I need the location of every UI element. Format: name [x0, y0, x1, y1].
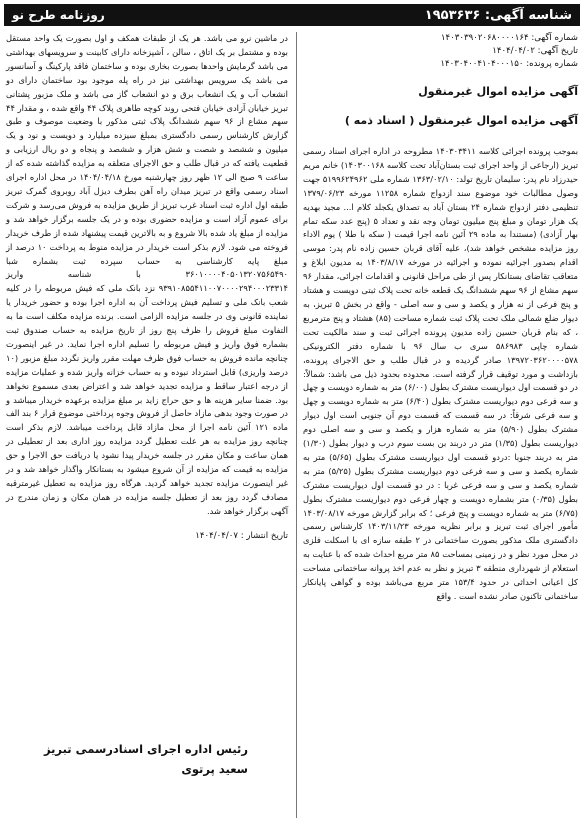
- ad-number: شماره آگهی: ۱۴۰۳۰۳۹۰۲۰۶۸۰۰۰۰۱۶۴: [440, 33, 578, 43]
- body-paragraph-left: در ماشین نرو می باشد. هر یک از طبقات همکف و اول بصورت یک واحد مستقل بوده و مشتمل بر یک اتاق ، سالن ، آشپزخانه دارای کابینت و سرویسهای بهداشتی می باشد گرمایش واحدها بصورت بخاری بوده و ساختمان فاقد پارکینگ و آسانسور می باشد یک سرویس بهداشتی نیز در راه پله موجود بود ساختمان دارای دو انشعاب آب و یک انشعاب برق و دو انشعاب گاز می باشد و ملک مزبور پشتانی تبریز خیابان آزادی خیابان فتحی روند کوچه طاهری پلاک ۴۴ واقع شده ، و مقدار ۴۴ سهم مشاع از ۹۶ سهم ششدانگ پلاک ثبتی مذکور با وضعیت موصوف و طبق گزارش کارشناس رسمی دادگستری بمبلغ سیزده میلیارد و دویست و نود و یک میلیون و ششصد و شصت و شش هزار و ششصد و پنجاه و دو ریال ارزیابی و قطعیت یافته که در قبال طلب و حق الاجرای متعلقه به مزایده گذاشته شده که از ساعت ۹ صبح الی ۱۲ ظهر روز چهارشنبه مورخ ۱۴۰۴/۰۴/۱۸ در محل اداره اجرای اسناد رسمی واقع در تبریز میدان راه آهن بطرف دیزل آباد روبروی گمرک تبریز طبقه اول اداره ثبت اسناد غرب تبریز از طریق مزایده به فروش می‌رسد و شرکت برای عموم آزاد است و مزایده حضوری بوده و در یک جلسه برگزار خواهد شد و مزایده از مبلغ یاد شده بالا شروع و به بالاترین قیمت پیشنهاد شده از طرف خریدار فروخته می شود. لازم بذکر است خریدار در مزایده منوط به پرداخت ۱۰ درصد از مبلغ پایه کارشناسی به حساب سپرده ثبت بشماره شبا ۳۶۰۱۰۰۰۰۴۰۵۰۱۳۲۰۷۵۶۵۴۹۰ با شناسه واریز ۹۳۹۱۰۸۵۵۴۱۱۰۰۷۰۰۰۰۲۹۴۰۰۰۲۳۳۱۴ نزد بانک ملی که فیش مربوطه را در کلیه شعب بانک ملی و تسلیم فیش پرداخت آن به اداره اجرا بوده و حضور خریدار یا نماینده قانونی وی در جلسه مزایده الزامی است. برنده مزایده مکلف است ما به التفاوت مبلغ فروش را ظرف پنج روز از تاریخ مزایده به حساب صندوق ثبت بشماره فوق واریز و فیش مربوطه را تسلیم اداره اجرا نماید. در غیر اینصورت چنانچه مانده فروش به حساب فوق ظرف مهلت مقرر واریز نگردد مبلغ مزبور (۱۰ درصد واریزی) قابل استرداد نبوده و به حساب خزانه واریز شده و عملیات مزایده از درجه اعتبار ساقط و مزایده تجدید خواهد شد و اعتراض بعدی مسموع نخواهد بود. ضمنا سایر هزینه ها و حق حراج زاید بر مبلغ مزایده برعهده خریدار میباشد و در صورت وجود بدهی مازاد حاصل از فروش وجوه پرداختی موضوع قرار ۶ بند الف ماده ۱۲۱ آئین نامه اجرا از محل مازاد قابل پرداخت میباشد. لازم بذکر است چنانچه روز مزایده به هر علت تعطیل گردد مزایده روز اداری بعد از تعطیلی در همان ساعت و مکان مقرر در جلسه خریدار پیدا نشود یا دریافت حق الاجرا و حق مزایده به قیمت که مزایده از آن شروع میشود به بستانکار واگذار خواهد شد و در غیر اینصورت مزایده تجدید خواهد گردید. هرگاه روز مزایده به تعطیل غیرمترقبه مصادف گردد روز بعد از تعطیل جلسه مزایده در همان مکان و زمان مندرج در آگهی برگزار خواهد شد.: [6, 33, 289, 516]
- left-column: [6, 32, 288, 818]
- right-column: [296, 32, 578, 818]
- ad-meta: [303, 32, 578, 71]
- signature-name: سعید پرتوی: [181, 762, 248, 776]
- ad-id: شناسه آگهی: ۱۹۵۳۶۳۶: [424, 7, 572, 23]
- ad-subtitle: آگهی مزایده اموال غیرمنقول ( اسناد ذمه ): [344, 114, 578, 127]
- signature-org: رئیس اداره اجرای اسنادرسمی تبریز: [43, 742, 248, 756]
- signature-block: [44, 742, 248, 776]
- file-number: شماره پرونده: ۱۴۰۳۰۴۰۰۴۱۰۴۰۰۰۱۵۰: [440, 59, 578, 69]
- newspaper-name: روزنامه طرح نو: [12, 8, 105, 22]
- ad-title: آگهی مزایده اموال غیرمنقول: [418, 85, 578, 98]
- publish-date: تاریخ انتشار : ۱۴۰۴/۰۴/۰۷: [195, 530, 288, 541]
- header-bar: [4, 4, 580, 26]
- body-paragraph-right: بموجب پرونده اجرائی کلاسه ۱۴۰۳۰۳۴۱۱ مطروحه در اداره اجرای اسناد رسمی تبریز (ارجاعی از واحد اجرای ثبت بستان‌آباد تحت کلاسه ۱۴۰۳۰۰۱۶۸) خانم مریم حیدرزاد نام پدر: سلیمان تاریخ تولد: ۱۳۶۳/۰۲/۱۰ شماره ملی ۵۱۹۹۶۲۴۹۶۲ جهت وصول مطالبات خود موضوع سند ازدواج شماره ۱۱۲۵۸ مورخه ۱۳۷۹/۰۶/۲۳ تنظیمی دفتر ازدواج شماره ۲۴ بستان آباد به تصداق یکجلد کلام ا... مجید بهدیه یک هزار تومان و مبلغ پنج میلیون تومان وجه نقد و تعداد ۵ (پنج عدد سکه تمام بهار آزادی) (مستندا به ماده ۲۹ آئین نامه اجرا قیمت ( سکه با طلا ) یوم الاداء روز مزایده مشخص خواهد شد)، علیه آقای قربان حسین زاده نام پدر: موسی اقدام بصدور اجرائیه نموده و اجرائیه در مورخه ۱۴۰۳/۸/۱۷ به مدیون ابلاغ و متعاقب تقاضای بستانکار پس از طی مراحل قانونی و اقدامات اجرائی، مقدار ۹۶ سهم مشاع از ۹۶ سهم ششدانگ یک قطعه خانه تحت پلاک ثبتی دویست و هشتاد و پنج فرعی از نه هزار و یکصد و سی و سه اصلی - واقع در بخش ۵ تبریز، به دیوار ضلع شمالی ملک تحت پلاک ثبت شماره مساحت (۸۵) هشتاد و پنج مترمربع ، که بنام قربان حسین زاده مدیون پرونده اجرائی ثبت و سند مالکیت تحت شماره چاپی ۵۸۶۹۸۳ سری ب سال ۹۶ با شماره دفتر الکترونیکی ۱۳۹۷۲۰۳۶۲۰۰۰۰۵۷۸ صادر گردیده و در قبال طلب و حق الاجرای پرونده، بازداشت و مورد توقیف قرار گرفته است. محدوده بحدود ذیل می باشد: شمالاً: در دو قسمت اول دیواریست مشترک بطول (۶/۰۰) متر به شماره دویست و چهل و سه فرعی دوم دیواریست مشترک بطول (۶/۴۰) متر به شماره دویست و چهل و سه فرعی شرقاً: در سه قسمت که قسمت دوم آن جنوبی است اول دیوار مشترک بطول (۵/۹۰) متر به شماره هزار و یکصد و سی و سه اصلی دوم دیواریست بطول (۱/۳۵) متر در دربند بن بست سوم درب و دیوار بطول (۱/۳۰) متر به دربند جنوبا :دردو قسمت اول دیواریست مشترک بطول (۵/۶۵) متر به شماره یکصد و سی و سه فرعی دوم دیواریست مشترک بطول (۵/۲۵) متر به شماره یکصد و سی و سه فرعی غربا : در دو قسمت اول دیواریست مشترک بطول (۰/۳۵) متر بشماره دویست و چهار فرعی دوم دیواریست مشترک بطول (۶/۷۵) متر به شماره دویست و پنج فرعی ؛ که برابر گزارش مورخه ۱۴۰۳/۰۸/۱۷ مأمور اجرای ثبت تبریز و برابر نظریه مورخه ۱۴۰۳/۱۱/۲۳ کارشناس رسمی دادگستری ملک مذکور بصورت ساختمانی در ۲ طبقه سازه ای با اسکلت فلزی در محل مورد نظر و در زمینی بمساحت ۸۵ متر مربع احداث شده که با عنایت به استعلام از شهرداری منطقه ۳ تبریز و نظر به عدم اخذ پروانه ساختمانی مساحت کل اعیانی احداثی در حدود ۱۵۳/۴ متر مربع می‌باشد بوده و گواهی پایانکار ساختمانی تاکنون صادر نشده است . واقع: [303, 146, 579, 601]
- ad-date: تاریخ آگهی: ۱۴۰۴/۰۴/۰۲: [492, 46, 578, 56]
